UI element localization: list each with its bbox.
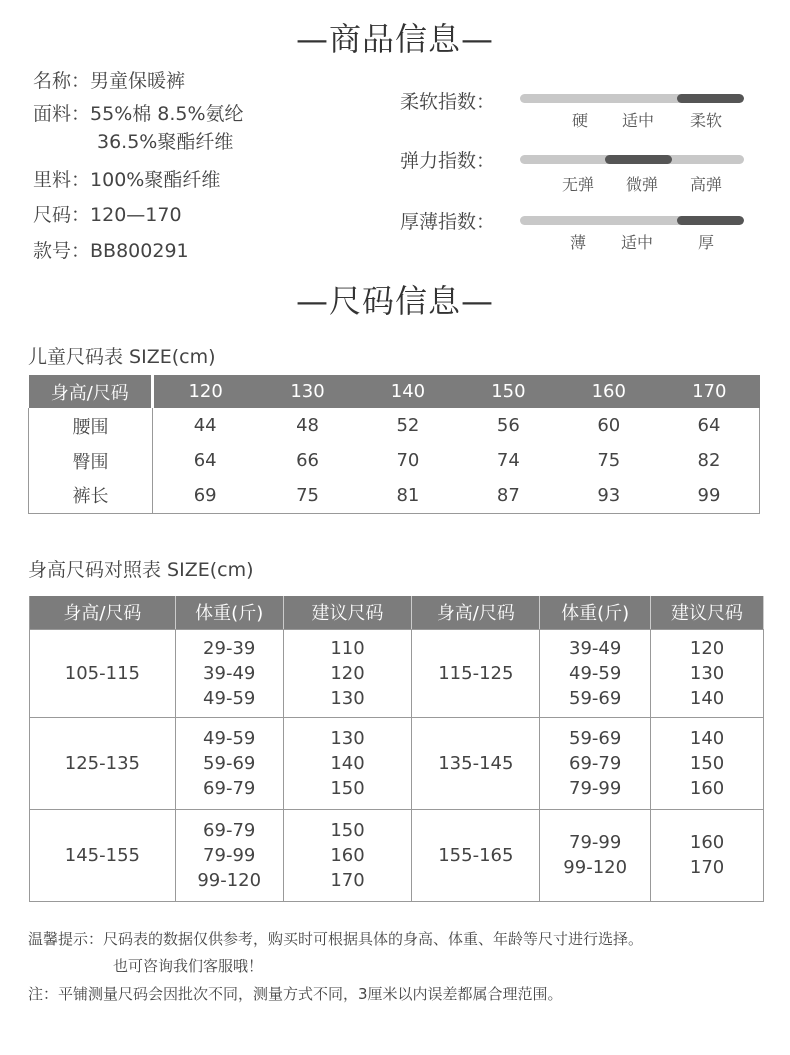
scale-label: 高弹 bbox=[689, 175, 723, 194]
cell-line: 59-69 bbox=[203, 752, 256, 774]
table-cell: 75 bbox=[597, 450, 621, 471]
note-text: 注：平铺测量尺码会因批次不同，测量方式不同，3厘米以内误差都属合理范围。 bbox=[28, 985, 563, 1003]
info-size bbox=[33, 200, 182, 227]
tip-text-2: 也可咨询我们客服哦！ bbox=[113, 957, 264, 975]
header-cell: 170 bbox=[659, 375, 760, 408]
cell-line: 150 bbox=[330, 777, 365, 799]
table-cell: 64 bbox=[193, 450, 217, 471]
table-cell: 56 bbox=[496, 415, 520, 436]
cell-line: 140 bbox=[330, 752, 365, 774]
scale-label: 厚 bbox=[697, 233, 715, 252]
height-cell: 125-135 bbox=[30, 717, 176, 809]
cell-line: 99-120 bbox=[197, 869, 262, 891]
weight-cell bbox=[540, 717, 651, 809]
cell-line: 29-39 bbox=[203, 637, 256, 659]
size-cell bbox=[651, 629, 764, 717]
table-cell: 93 bbox=[559, 478, 659, 513]
size-cell bbox=[283, 629, 412, 717]
cell-line: 59-69 bbox=[569, 687, 622, 709]
table-header-row bbox=[29, 375, 760, 408]
table-cell: 66 bbox=[296, 450, 319, 471]
info-value: 100%聚酯纤维 bbox=[90, 169, 221, 191]
table-row bbox=[30, 809, 764, 901]
height-cell: 145-155 bbox=[30, 809, 176, 901]
cell-line: 130 bbox=[689, 662, 725, 684]
cell-line: 150 bbox=[330, 819, 365, 841]
product-info-title: —商品信息— bbox=[295, 20, 494, 58]
table-cell: 75 bbox=[257, 478, 357, 513]
cell-line: 39-49 bbox=[569, 637, 622, 659]
height-cell: 135-145 bbox=[412, 717, 540, 809]
cell-line: 150 bbox=[689, 752, 725, 774]
softness-bar bbox=[520, 94, 744, 103]
table-row bbox=[30, 717, 764, 809]
header-cell: 140 bbox=[358, 375, 458, 408]
info-lining bbox=[33, 165, 220, 192]
cell-line: 69-79 bbox=[569, 752, 622, 774]
header-cell: 建议尺码 bbox=[651, 596, 764, 629]
row-name: 腰围 bbox=[29, 408, 153, 443]
header-cell: 150 bbox=[458, 375, 558, 408]
cell-line: 79-99 bbox=[569, 832, 622, 853]
height-cell: 105-115 bbox=[30, 629, 176, 717]
cell-line: 120 bbox=[689, 637, 725, 659]
table-cell: 81 bbox=[358, 478, 458, 513]
table-header-row bbox=[30, 596, 764, 629]
elasticity-bar bbox=[520, 155, 744, 164]
header-cell: 建议尺码 bbox=[283, 596, 412, 629]
table-row bbox=[29, 408, 760, 443]
weight-cell bbox=[175, 629, 283, 717]
table-cell: 48 bbox=[296, 415, 319, 436]
cell-line: 160 bbox=[689, 832, 725, 853]
header-cell: 身高/尺码 bbox=[30, 596, 176, 629]
info-name bbox=[33, 66, 185, 93]
softness-label: 柔软指数： bbox=[400, 91, 496, 113]
header-cell: 120 bbox=[153, 375, 258, 408]
table-cell: 52 bbox=[396, 415, 420, 436]
table-row bbox=[29, 478, 760, 513]
cell-line: 79-99 bbox=[569, 777, 622, 799]
header-cell: 体重(斤) bbox=[175, 596, 283, 629]
size-info-title: —尺码信息— bbox=[295, 282, 494, 320]
cell-line: 110 bbox=[330, 637, 365, 659]
cell-line: 160 bbox=[330, 844, 365, 866]
header-cell: 身高/尺码 bbox=[29, 375, 153, 408]
table-cell: 60 bbox=[597, 415, 621, 436]
info-value: BB800291 bbox=[90, 240, 189, 262]
weight-cell bbox=[540, 809, 651, 901]
cell-line: 49-59 bbox=[203, 687, 256, 709]
size-cell bbox=[283, 717, 412, 809]
table-cell: 87 bbox=[458, 478, 558, 513]
thickness-label: 厚薄指数： bbox=[400, 211, 496, 233]
info-label: 面料： bbox=[33, 103, 91, 125]
scale-label: 适中 bbox=[620, 233, 654, 252]
cell-line: 39-49 bbox=[203, 662, 256, 684]
cell-line: 69-79 bbox=[203, 777, 256, 799]
header-cell: 130 bbox=[257, 375, 357, 408]
header-cell: 身高/尺码 bbox=[412, 596, 540, 629]
cell-line: 49-59 bbox=[569, 662, 622, 684]
info-value: 男童保暖裤 bbox=[90, 70, 186, 92]
thickness-bar bbox=[520, 216, 744, 225]
cell-line: 49-59 bbox=[203, 727, 256, 749]
height-size-table bbox=[29, 596, 764, 902]
weight-cell bbox=[175, 717, 283, 809]
table-cell: 70 bbox=[396, 450, 420, 471]
info-value: 36.5%聚酯纤维 bbox=[97, 131, 234, 153]
elasticity-label: 弹力指数： bbox=[400, 150, 496, 172]
info-fabric-cont bbox=[97, 127, 233, 154]
cell-line: 69-79 bbox=[203, 819, 256, 841]
table-cell: 74 bbox=[496, 450, 520, 471]
table-cell: 69 bbox=[153, 478, 258, 513]
info-label: 名称： bbox=[33, 70, 91, 92]
scale-label: 无弹 bbox=[561, 175, 595, 194]
cell-line: 130 bbox=[330, 687, 365, 709]
scale-label: 薄 bbox=[569, 233, 587, 252]
thickness-bar-fill bbox=[677, 216, 744, 225]
cell-line: 140 bbox=[689, 687, 725, 709]
cell-line: 59-69 bbox=[569, 727, 622, 749]
info-label: 里料： bbox=[33, 169, 91, 191]
cell-line: 79-99 bbox=[203, 844, 256, 866]
weight-cell bbox=[540, 629, 651, 717]
header-cell: 体重(斤) bbox=[540, 596, 651, 629]
table-cell: 99 bbox=[659, 478, 760, 513]
scale-label: 柔软 bbox=[689, 111, 723, 130]
table-cell: 82 bbox=[659, 443, 760, 478]
kids-size-caption: 儿童尺码表 SIZE(cm) bbox=[28, 346, 216, 368]
row-name: 裤长 bbox=[29, 478, 153, 513]
cell-line: 99-120 bbox=[563, 857, 628, 878]
size-cell bbox=[283, 809, 412, 901]
cell-line: 130 bbox=[330, 727, 365, 749]
table-row bbox=[29, 443, 760, 478]
cell-line: 140 bbox=[689, 727, 725, 749]
size-cell bbox=[651, 717, 764, 809]
info-value: 120—170 bbox=[90, 204, 182, 226]
height-size-caption: 身高尺码对照表 SIZE(cm) bbox=[28, 559, 254, 581]
cell-line: 170 bbox=[689, 857, 725, 878]
table-row bbox=[30, 629, 764, 717]
table-cell: 64 bbox=[659, 408, 760, 443]
cell-line: 170 bbox=[330, 869, 365, 891]
scale-label: 适中 bbox=[621, 111, 655, 130]
size-cell bbox=[651, 809, 764, 901]
info-fabric bbox=[33, 99, 244, 126]
header-cell: 160 bbox=[559, 375, 659, 408]
tip-text: 温馨提示：尺码表的数据仅供参考，购买时可根据具体的身高、体重、年龄等尺寸进行选择。 bbox=[28, 930, 644, 948]
cell-line: 120 bbox=[330, 662, 365, 684]
info-style-no bbox=[33, 236, 189, 263]
softness-bar-fill bbox=[677, 94, 744, 103]
info-label: 尺码： bbox=[33, 204, 91, 226]
weight-cell bbox=[175, 809, 283, 901]
info-value: 55%棉 8.5%氨纶 bbox=[90, 103, 244, 125]
table-cell: 44 bbox=[193, 415, 217, 436]
row-name: 臀围 bbox=[29, 443, 153, 478]
elasticity-bar-fill bbox=[605, 155, 672, 164]
cell-line: 160 bbox=[689, 777, 725, 799]
height-cell: 115-125 bbox=[412, 629, 540, 717]
kids-size-table bbox=[28, 375, 760, 514]
height-cell: 155-165 bbox=[412, 809, 540, 901]
scale-label: 硬 bbox=[571, 111, 589, 130]
scale-label: 微弹 bbox=[625, 175, 659, 194]
info-label: 款号： bbox=[33, 240, 91, 262]
